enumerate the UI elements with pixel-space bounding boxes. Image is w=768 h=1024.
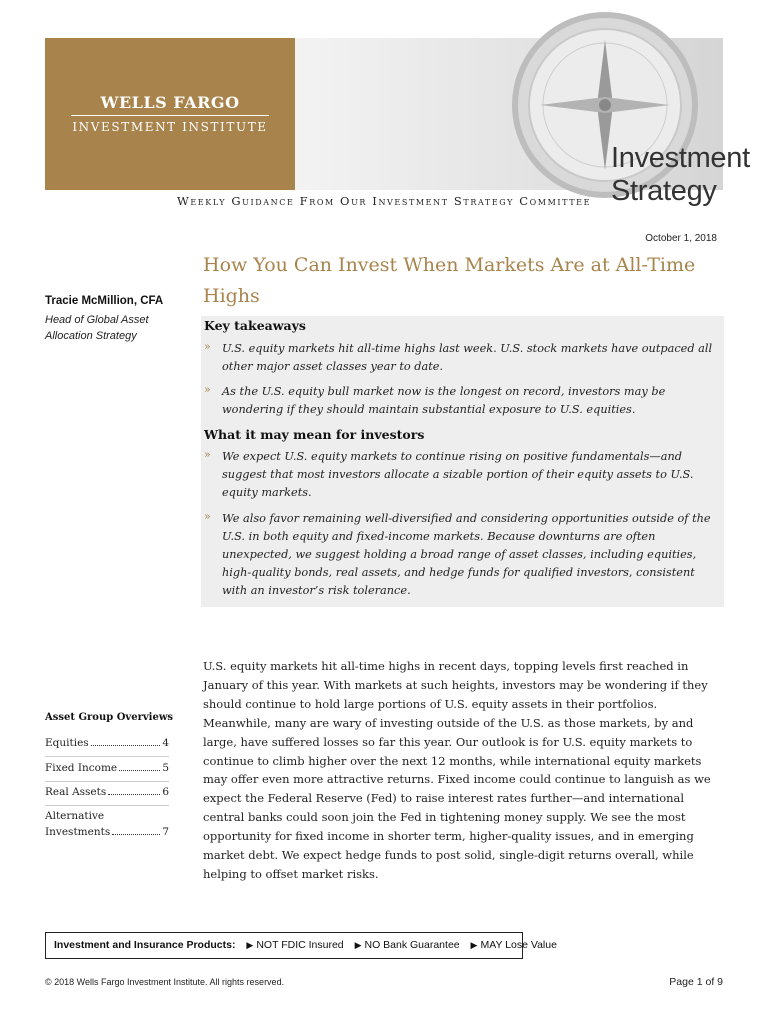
chevron-right-icon: »	[204, 383, 211, 396]
divider	[45, 756, 169, 757]
toc-page: 7	[162, 826, 169, 838]
list-item-text: U.S. equity markets hit all-time highs last week. U.S. stock markets have outpaced all other major asset classes year to date.	[222, 342, 713, 373]
asset-overviews-title: Asset Group Overviews	[45, 712, 174, 723]
chevron-right-icon: »	[204, 340, 211, 353]
toc-label: Real Assets	[45, 786, 107, 798]
toc-label: Fixed Income	[45, 762, 118, 774]
list-item-text: We also favor remaining well-diversified and considering opportunities outside of the U.S. in both equity and fixed-income markets. Because downturns are often unexpected, we suggest holding a broad range of asset classes, including equities, high-quality bonds, real assets, and hedge funds for qualified investors, consistent with an investor’s risk tolerance.	[222, 512, 711, 597]
triangle-right-icon: ▶	[246, 940, 254, 950]
logo-brand: WELLS FARGO	[100, 93, 240, 112]
disclaimer-item: NOT FDIC Insured	[256, 939, 344, 951]
chevron-right-icon: »	[204, 510, 211, 523]
triangle-right-icon: ▶	[470, 940, 478, 950]
logo-institute: INVESTMENT INSTITUTE	[72, 120, 268, 134]
disclaimer-box	[45, 932, 557, 959]
toc-page: 6	[162, 786, 169, 798]
publish-date: October 1, 2018	[645, 233, 717, 244]
toc-label: Equities	[45, 737, 89, 749]
logo-rule	[71, 115, 269, 116]
article-title: How You Can Invest When Markets Are at All-Time Highs	[203, 254, 696, 307]
key-takeaways-box	[201, 316, 724, 607]
author-name: Tracie McMillion, CFA	[45, 295, 164, 307]
subhead-text: Weekly Guidance From Our Investment Strategy Committee	[176, 194, 592, 208]
divider	[45, 781, 169, 782]
list-item-text: We expect U.S. equity markets to continue rising on positive fundamentals—and suggest that most investors allocate a sizable portion of their equity assets to U.S. equity markets.	[222, 450, 694, 499]
disclaimer-item: NO Bank Guarantee	[364, 939, 460, 951]
toc-link-fixed-income[interactable]	[45, 762, 169, 778]
toc-link-real-assets[interactable]	[45, 786, 169, 802]
author-role: Head of Global Asset Allocation Strategy	[45, 314, 149, 342]
banner-title: Investment Strategy	[611, 142, 750, 207]
page-number: Page 1 of 9	[669, 976, 723, 988]
body-paragraph: U.S. equity markets hit all-time highs in recent days, topping levels first reached in January of this year. With markets at such heights, investors may be wondering if they should continue to hold large portions of U.S. equity assets in their portfolios. Meanwhile, many are wary of investing outside of the U.S. as those markets, by and large, have suffered losses so far this year. Our outlook is for U.S. equity markets to continue to climb higher over the next 12 months, while international equity markets may offer even more attractive returns. Fixed income could continue to languish as we expect the Federal Reserve (Fed) to raise interest rates further—and international central banks could soon join the Fed in tightening money supply. We see the most opportunity for fixed income in shorter term, higher-quality issues, and in emerging market debt. We expect hedge funds to post solid, single-digit returns overall, while helping to offset market risks.	[203, 659, 711, 881]
disclaimer-label: Investment and Insurance Products:	[54, 939, 236, 951]
toc-page: 5	[162, 762, 169, 774]
chevron-right-icon: »	[204, 448, 211, 461]
divider	[45, 805, 169, 806]
subhead	[45, 194, 723, 208]
triangle-right-icon: ▶	[354, 940, 362, 950]
key-takeaways-heading: Key takeaways	[204, 318, 306, 333]
toc-label-line1: Alternative	[45, 810, 105, 822]
implications-heading: What it may mean for investors	[204, 427, 425, 442]
list-item-text: As the U.S. equity bull market now is the longest on record, investors may be wondering if they should maintain substantial exposure to U.S. equities.	[222, 385, 666, 416]
copyright: © 2018 Wells Fargo Investment Institute. All rights reserved.	[45, 977, 285, 987]
toc-page: 4	[162, 737, 169, 749]
wells-fargo-logo	[45, 38, 295, 190]
toc-label: Investments	[45, 826, 111, 838]
toc-link-alternative-investments[interactable]	[45, 810, 169, 842]
disclaimer-item: MAY Lose Value	[480, 939, 557, 951]
toc-link-equities[interactable]	[45, 737, 169, 753]
